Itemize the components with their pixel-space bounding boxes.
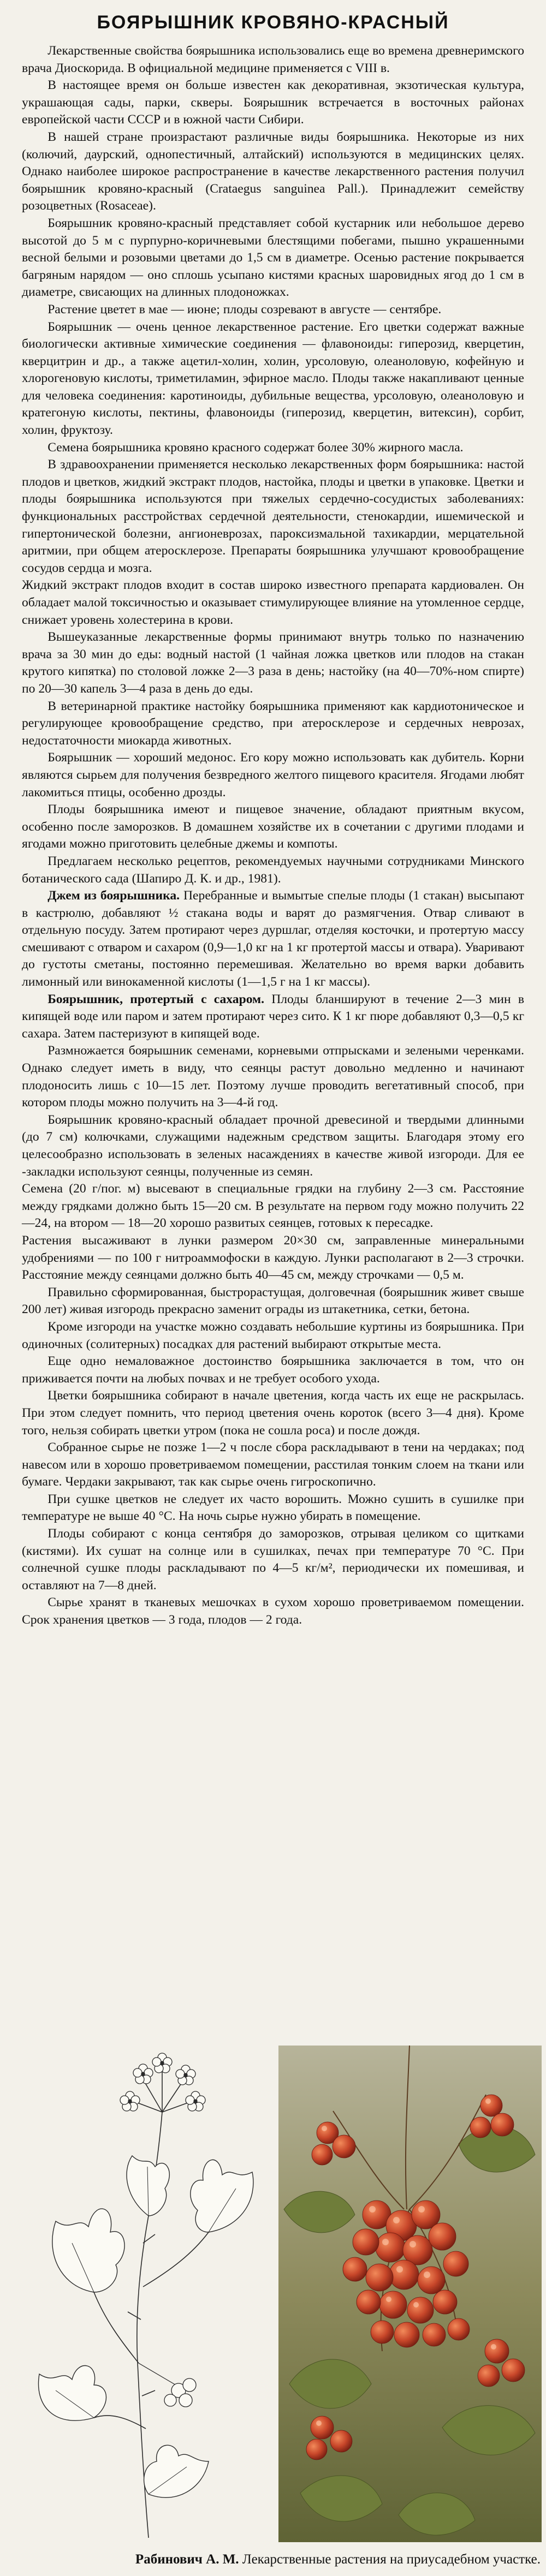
paragraph-text: Боярышник — хороший медонос. Его кору можно использовать как дубитель. Корни являются сырьем для получения безвредного желтого пищевого красителя. Ягодами любят лакомиться птицы, особенно дрозды. <box>22 750 524 800</box>
article-paragraph <box>22 439 524 457</box>
hawthorn-drawing-illustration <box>12 2036 274 2543</box>
paragraph-text: Сырье хранят в тканевых мешочках в сухом хорошо проветриваемом помещении. Срок хранения цветков — 3 года, плодов — 2 года. <box>22 1595 524 1627</box>
paragraph-text: Жидкий экстракт плодов входит в состав широко известного препарата кардиовален. Он обладает малой токсичностью и оказывает стимулирующее влияние на утомленное сердце, снижает уровень холестерина в крови. <box>22 578 524 627</box>
article-paragraph <box>22 1439 524 1491</box>
article-paragraph <box>22 129 524 215</box>
paragraph-text: Вышеуказанные лекарственные формы принимают внутрь только по назначению врача за 30 мин до еды: водный настой (1 чайная ложка цветков или плодов на стакан крутого кипятка) по столовой ложке 2—3 раза в день; настойку (на 40—70%-ном спирте) по 20—30 капель 3—4 раза в день до еды. <box>22 630 524 696</box>
paragraph-text: Растения высаживают в лунки размером 20×30 см, заправленные минеральными удобрениями — по 100 г нитроаммофоски в каждую. Лунки располагают в 2—3 строчки. Расстояние между сеянцами должно быть 40—45 см, между строчками — 0,5 м. <box>22 1233 524 1283</box>
article-paragraph <box>22 853 524 887</box>
paragraph-text: Семена (20 г/пог. м) высевают в специальные грядки на глубину 2—3 см. Расстояние между грядками должно быть 15—20 см. В результате на первом году можно получить 22—24, на втором — 18—20 хорошо развитых сеянцев, готовых к пересадке. <box>22 1182 524 1231</box>
article-paragraph <box>22 1284 524 1319</box>
article-paragraph <box>22 1232 524 1284</box>
paragraph-text: Правильно сформированная, быстрорастущая, долговечная (боярышник живет свыше 200 лет) живая изгородь прекрасно заменит ограды из штакетника, сетки, бетона. <box>22 1285 524 1317</box>
article-paragraph <box>22 577 524 629</box>
paragraph-text: Еще одно немаловажное достоинство боярышника заключается в том, что он приживается почти на любых почвах и не требует особого ухода. <box>22 1354 524 1386</box>
page-title: БОЯРЫШНИК КРОВЯНО-КРАСНЫЙ <box>97 12 449 33</box>
article-paragraph <box>22 77 524 129</box>
paragraph-text: Предлагаем несколько рецептов, рекомендуемых научными сотрудниками Минского ботанического сада (Шапиро Д. К. и др., 1981). <box>22 854 524 886</box>
paragraph-text: Плоды бланшируют в течение 2—3 мин в кипящей воде или паром и затем протирают через сито. К 1 кг пюре добавляют 0,3—0,5 кг сахара. Затем пастеризуют в кипящей воде. <box>22 992 524 1041</box>
paragraph-text: Плоды боярышника имеют и пищевое значение, обладают приятным вкусом, особенно после заморозков. В домашнем хозяйстве их в сочетании с другими плодами и ягодами можно приготовить целебные джемы и компоты. <box>22 802 524 851</box>
paragraph-text: Размножается боярышник семенами, корневыми отпрысками и зелеными черенками. Однако следует иметь в виду, что сеянцы растут довольно медленно и начинают плодоносить лишь с 10—15 лет. Поэтому лучше проводить вегетативный способ, при котором плоды можно получить на 3—4-й год. <box>22 1043 524 1110</box>
article-paragraph <box>22 1353 524 1387</box>
article-paragraph <box>22 629 524 697</box>
article-paragraph <box>22 698 524 750</box>
caption-text: Лекарственные растения на приусадебном участке. <box>242 2552 541 2567</box>
paragraph-text: Кроме изгороди на участке можно создавать небольшие куртины из боярышника. При одиночных (солитерных) посадках для растений выбирают открытые места. <box>22 1319 524 1351</box>
article-paragraph <box>22 1180 524 1232</box>
paragraph-text: В здравоохранении применяется несколько лекарственных форм боярышника: настой плодов и цветков, жидкий экстракт плодов, настойка, плоды и цветки в упаковке. Цветки и плоды боярышника используются при тяжелых сердечно-сосудистых заболеваниях: функциональных расстройствах сердечной деятельности, стенокардии, ишемической и гипертонической болезни, ангионеврозах, пароксизмальной тахикардии, мерцательной аритмии, при общем атеросклерозе. Препараты боярышника улучшают кровообращение сосудов сердца и мозга. <box>22 457 524 575</box>
article-paragraph <box>22 1112 524 1180</box>
paragraph-text: Боярышник кровяно-красный представляет собой кустарник или небольшое дерево высотой до 5 м с пурпурно-коричневыми блестящими побегами, пышно украшенными весной белыми и розовыми цветами до 1,5 см в диаметре. Осенью растение покрывается багряным нарядом — оно сплошь усыпано кистями красных шаровидных ягод до 1 см в диаметре, свисающих на длинных плодоножках. <box>22 216 524 300</box>
article-paragraph <box>22 1387 524 1439</box>
paragraph-text: Боярышник кровяно-красный обладает прочной древесиной и твердыми длинными (до 7 см) колючками, служащими надежным средством защиты. Благодаря этому его целесообразно использовать в зеленых насаждениях в качестве живой изгороди. Для ее -закладки используют сеянцы, полученные из семян. <box>22 1112 524 1179</box>
paragraph-text: Плоды собирают с конца сентября до заморозков, отрывая целиком со щитками (кистями). Их сушат на солнце или в сушилках, печах при температуре 70 °С. При солнечной сушке плоды раскладывают по 4—5 кг/м², периодически их помешивая, и оставляют на 7—8 дней. <box>22 1526 524 1593</box>
paragraph-text: Цветки боярышника собирают в начале цветения, когда часть их еще не раскрылась. При этом следует помнить, что период цветения очень короток (всего 3—4 дня). Кроме того, нельзя собирать цветки утром (пока не сошла роса) и после дождя. <box>22 1388 524 1438</box>
article-paragraph <box>22 749 524 801</box>
article-paragraph <box>22 1525 524 1594</box>
article-paragraph <box>22 43 524 77</box>
article-paragraph <box>22 1042 524 1111</box>
article-paragraph <box>22 301 524 319</box>
paragraph-text: В ветеринарной практике настойку боярышника применяют как кардиотоническое и регулирующее кровообращение средство, при атеросклерозе и сердечных неврозах, недостаточности миокарда животных. <box>22 699 524 748</box>
figures <box>0 2036 546 2543</box>
article-paragraph <box>22 991 524 1043</box>
article-paragraph <box>22 1491 524 1525</box>
paragraph-text: Растение цветет в мае — июне; плоды созревают в августе — сентябре. <box>48 302 442 317</box>
article-paragraph <box>22 215 524 301</box>
article-paragraph <box>22 456 524 577</box>
article-paragraph <box>22 1319 524 1353</box>
paragraph-text: Лекарственные свойства боярышника использовались еще во времена древнеримского врача Диоскорида. В официальной медицине применяется с VIII в. <box>22 44 524 75</box>
paragraph-text: В настоящее время он больше известен как декоративная, экзотическая культура, украшающая сады, парки, скверы. Боярышник встречается в восточных районах европейской части СССР и в южной части Сибири. <box>22 78 524 127</box>
recipe-heading: Боярышник, протертый с сахаром. <box>48 992 265 1006</box>
paragraph-text: В нашей стране произрастают различные виды боярышника. Некоторые из них (колючий, даурский, однопестичный, алтайский) используются в медицинских целях. Однако наиболее широкое распространение в качестве лекарственного растения получил боярышник кровяно-красный (Crataegus sanguinea Pall.). Принадлежит семейству розоцветных (Rosaceae). <box>22 129 524 213</box>
article-paragraph <box>22 801 524 853</box>
paragraph-text: Боярышник — очень ценное лекарственное растение. Его цветки содержат важные биологически активные химические соединения — флавоноиды: гиперозид, кверцетин, кверцитрин и др., а также ацетил-холин, холин, урсоловую, олеаноловую, кофейную и хлорогеновую кислоты, триметиламин, эфирное масло. Плоды также накапливают ценные для человека соединения: каротиноиды, дубильные вещества, урсоловую, олеаноловую и кратегоную кислоты, пектины, флавоноиды (гиперозид, кверцетин, витексин), сорбит, холин, фруктозу. <box>22 319 524 438</box>
source-caption <box>0 2552 541 2567</box>
article-paragraph <box>22 887 524 991</box>
caption-author: Рабинович А. М. <box>135 2552 239 2567</box>
hawthorn-berries-photo <box>278 2046 542 2542</box>
article-paragraph <box>22 319 524 439</box>
paragraph-text: Семена боярышника кровяно красного содержат более 30% жирного масла. <box>48 440 464 455</box>
recipe-heading: Джем из боярышника. <box>48 889 180 903</box>
paragraph-text: При сушке цветков не следует их часто ворошить. Можно сушить в сушилке при температуре не выше 40 °С. На ночь сырье нужно убирать в помещение. <box>22 1492 524 1524</box>
paragraph-text: Перебранные и вымытые спелые плоды (1 стакан) высыпают в кастрюлю, добавляют ½ стакана воды и варят до размягчения. Отвар сливают в отдельную посуду. Затем протирают через дуршлаг, отделяя косточки, и протертую массу смешивают с отваром и сахаром (0,9—1,0 кг на 1 кг протертой массы и отвара). Уваривают до густоты сметаны, постоянно перемешивая. Желательно во время варки добавить лимонный или винокаменной кислоты (1—1,5 г на 1 кг массы). <box>22 889 524 989</box>
article-paragraph <box>22 1594 524 1629</box>
article-body <box>22 43 524 1629</box>
paragraph-text: Собранное сырье не позже 1—2 ч после сбора раскладывают в тени на чердаках; под навесом или в хорошо проветриваемом помещении, расстилая тонким слоем на ткани или бумаге. Чердаки закрывают, так как сырье очень гигроскопично. <box>22 1440 524 1489</box>
